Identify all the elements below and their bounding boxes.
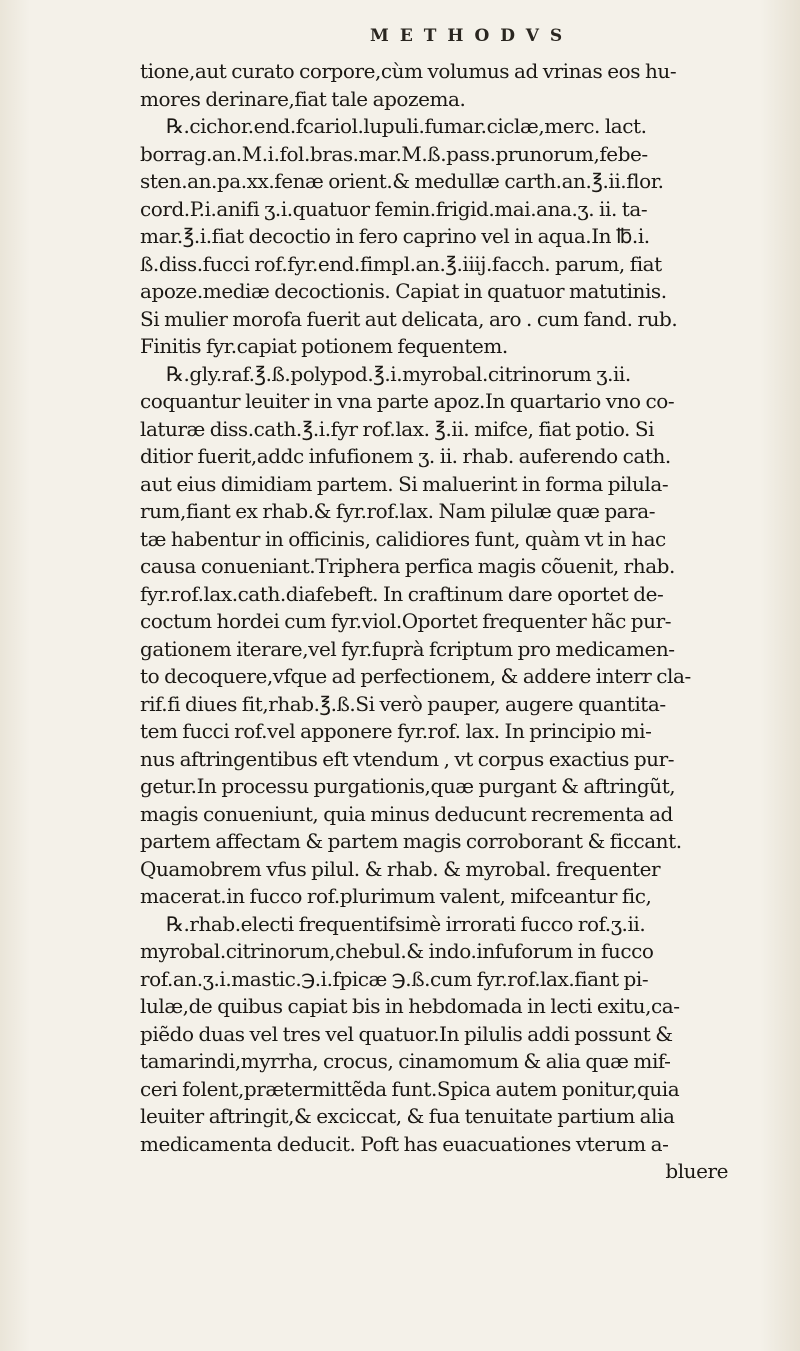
text-line: aut eius dimidiam partem. Si maluerint in forma pilula- [140,471,669,496]
text-line: to decoquere,vfque ad perfectionem, & addere interr cla- [140,664,691,688]
text-line: tæ habentur in officinis, calidiores funt, quàm vt in hac [140,526,666,551]
text-line: tem fucci rof.vel apponere fyr.rof. lax. In principio mi- [140,719,652,743]
text-line: magis conueniunt, quia minus deducunt recrementa ad [140,801,673,826]
text-line: rum,fiant ex rhab.& fyr.rof.lax. Nam pilulæ quæ para- [140,499,656,523]
text-line: Quamobrem vfus pilul. & rhab. & myrobal. frequenter [140,856,661,881]
text-line: ß.diss.fucci rof.fyr.end.fimpl.an.℥.iiij.facch. parum, fiat [140,251,662,276]
text-line: rof.an.ʒ.i.mastic.℈.i.fpicæ ℈.ß.cum fyr.rof.lax.fiant pi- [140,966,649,991]
text-line: coquantur leuiter in vna parte apoz.In quartario vno co- [140,389,675,413]
text-line: getur.In processu purgationis,quæ purgant & aftringũt, [140,774,676,798]
text-line: tione,aut curato corpore,cùm volumus ad vrinas eos hu- [140,59,677,83]
text-line: coctum hordei cum fyr.viol.Oportet frequenter hãc pur- [140,609,671,633]
text-line: cord.P.i.anifi ʒ.i.quatuor femin.frigid.mai.ana.ʒ. ii. ta- [140,196,648,221]
text-line: fyr.rof.lax.cath.diafebeft. In craftinum dare oportet de- [140,581,664,606]
text-line: sten.an.pa.xx.fenæ orient.& medullæ carth.an.℥.ii.flor. [140,169,664,193]
text-line: piẽdo duas vel tres vel quatuor.In pilulis addi possunt & [140,1021,673,1046]
text-line: causa conueniant.Triphera perfica magis cõuenit, rhab. [140,554,675,578]
text-block [140,58,780,1186]
text-line: laturæ diss.cath.℥.i.fyr rof.lax. ℥.ii. mifce, fiat potio. Si [140,416,655,441]
text-line: ditior fuerit,addc infufionem ʒ. ii. rhab. auferendo cath. [140,444,671,468]
text-line: myrobal.citrinorum,chebul.& indo.infuforum in fucco [140,939,654,963]
running-head: METHODVS [370,26,574,46]
text-line: mar.℥.i.fiat decoctio in fero caprino vel in aqua.In ℔.i. [140,224,650,248]
text-line: lulæ,de quibus capiat bis in hebdomada in lecti exitu,ca- [140,994,680,1018]
text-line: borrag.an.M.i.fol.bras.mar.M.ß.pass.prunorum,febe- [140,141,648,166]
text-line: mores derinare,fiat tale apozema. [140,86,466,111]
text-line: ℞.gly.raf.℥.ß.polypod.℥.i.myrobal.citrinorum ʒ.ii. [166,361,631,386]
text-line: partem affectam & partem magis corroborant & ficcant. [140,829,682,853]
text-line: macerat.in fucco rof.plurimum valent, mifceantur fic, [140,884,652,908]
text-line: ceri folent,prætermittẽda funt.Spica autem ponitur,quia [140,1076,680,1101]
text-line: medicamenta deducit. Poft has euacuationes vterum a- [140,1131,669,1156]
catchword: bluere [665,1159,728,1183]
text-line: rif.fi diues fit,rhab.℥.ß.Si verò pauper, augere quantita- [140,691,666,716]
text-line: Finitis fyr.capiat potionem fequentem. [140,334,508,358]
text-line: apoze.mediæ decoctionis. Capiat in quatuor matutinis. [140,279,667,303]
text-line: Si mulier morofa fuerit aut delicata, aro . cum fand. rub. [140,306,678,331]
text-line: leuiter aftringit,& exciccat, & fua tenuitate partium alia [140,1104,675,1128]
text-line: gationem iterare,vel fyr.fuprà fcriptum pro medicamen- [140,636,675,661]
text-line: nus aftringentibus eft vtendum , vt corpus exactius pur- [140,746,675,771]
text-line: ℞.cichor.end.fcariol.lupuli.fumar.ciclæ,merc. lact. [166,114,647,138]
text-line: ℞.rhab.electi frequentifsimè irrorati fucco rof.ʒ.ii. [166,911,646,936]
text-line: tamarindi,myrrha, crocus, cinamomum & alia quæ mif- [140,1049,671,1073]
